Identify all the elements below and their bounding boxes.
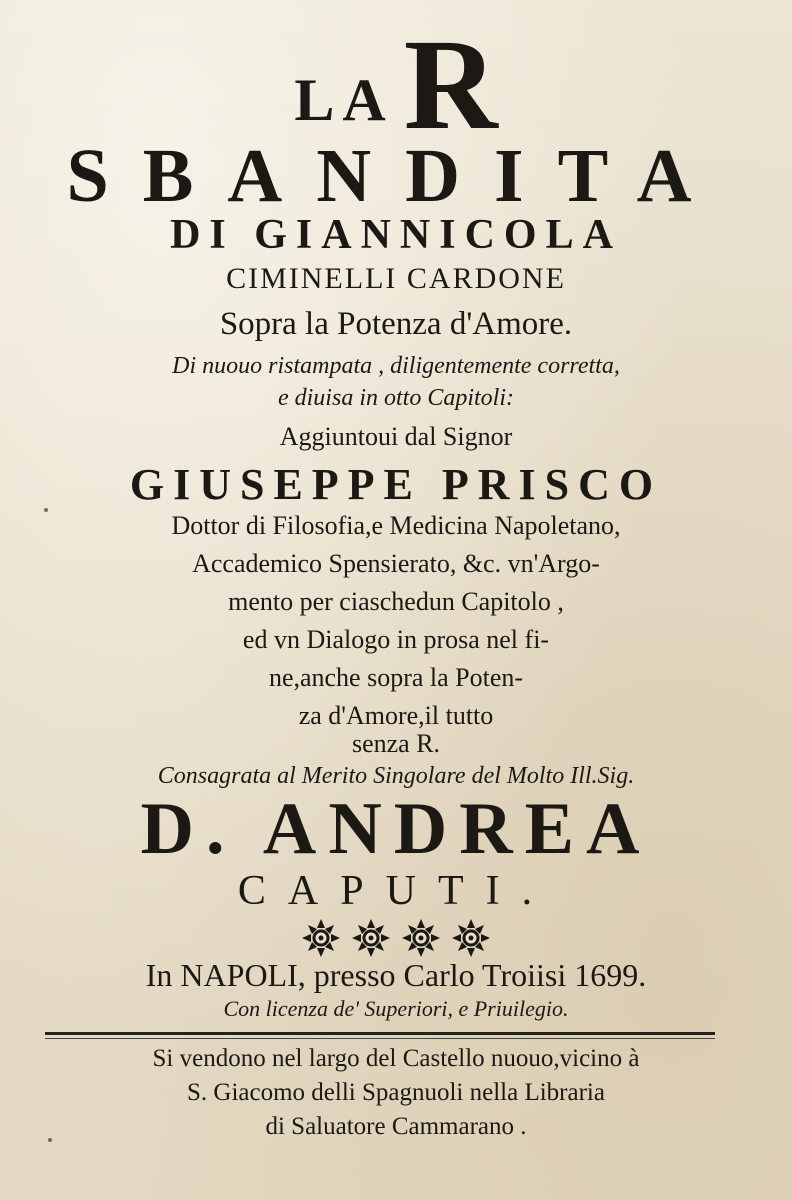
title-la: LA (294, 67, 394, 133)
reprint-line-2: e diuisa in otto Capitoli: (277, 385, 514, 411)
bookseller-line-3: di Saluatore Cammarano . (265, 1113, 527, 1140)
editor-title-line-4: ed vn Dialogo in prosa nel fi- (242, 625, 550, 654)
title-r-initial: R (403, 13, 498, 157)
dedication-line: Consagrata al Merito Singolare del Molto Ill.Sig. (157, 763, 635, 789)
dedicatee-name: D. ANDREA (140, 788, 652, 870)
title-sbandita: SBANDITA (66, 134, 726, 218)
author-line-1: DI GIANNICOLA (170, 212, 622, 258)
added-by-line: Aggiuntoui dal Signor (279, 422, 513, 451)
editor-title-line-1: Dottor di Filosofia,e Medicina Napoletano, (171, 511, 621, 540)
editor-title-line-3: mento per ciaschedun Capitolo , (228, 587, 564, 616)
imprint-place-printer-year: In NAPOLI, presso Carlo Troiisi 1699. (145, 957, 647, 993)
title-la-r (0, 13, 792, 157)
ink-speck (44, 508, 48, 512)
editor-name: GIUSEPPE PRISCO (129, 460, 663, 509)
editor-title-line-6: za d'Amore,il tutto (298, 701, 494, 730)
ornament-icon (302, 919, 490, 957)
horizontal-rule (45, 1032, 715, 1035)
bookseller-line-2: S. Giacomo delli Spagnuoli nella Libraria (187, 1079, 605, 1106)
subject-line: Sopra la Potenza d'Amore. (219, 306, 573, 342)
editor-title-line-5: ne,anche sopra la Poten- (268, 663, 524, 692)
bookseller-line-1: Si vendono nel largo del Castello nuouo,vicino à (152, 1045, 640, 1072)
horizontal-rule-thin (45, 1038, 715, 1039)
dedicatee-surname: CAPUTI. (237, 868, 555, 914)
ink-speck (48, 1138, 52, 1142)
reprint-line-1: Di nuouo ristampata , diligentemente corretta, (172, 353, 620, 379)
imprint-license: Con licenza de' Superiori, e Priuilegio. (223, 996, 569, 1021)
editor-title-line-2: Accademico Spensierato, &c. vn'Argo- (192, 549, 600, 578)
editor-title-line-7: senza R. (351, 729, 441, 758)
author-line-2: CIMINELLI CARDONE (226, 262, 566, 295)
